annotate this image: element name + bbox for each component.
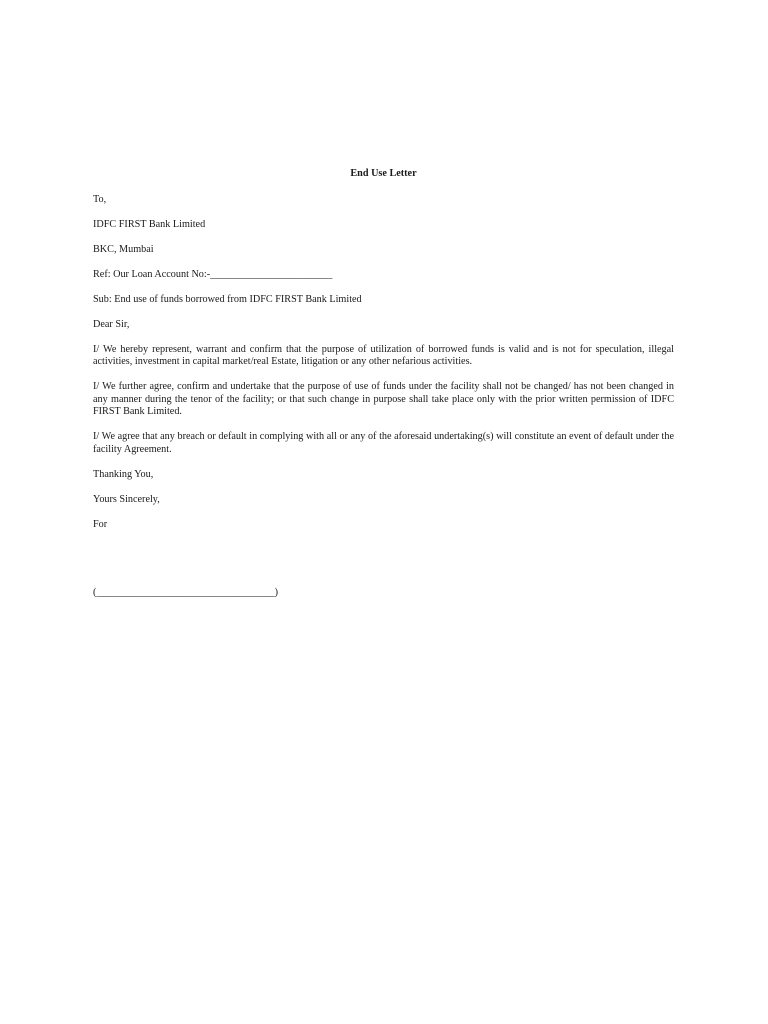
signature-space — [93, 544, 674, 587]
reference-line: Ref: Our Loan Account No:-________________________ — [93, 268, 333, 280]
bank-location: BKC, Mumbai — [93, 243, 154, 255]
paragraph-default: I/ We agree that any breach or default in complying with all or any of the aforesaid undertaking(s) will constitute an event of default under the facility Agreement. — [93, 431, 674, 455]
bank-name: IDFC FIRST Bank Limited — [93, 218, 206, 230]
paragraph-representation: I/ We hereby represent, warrant and confirm that the purpose of utilization of borrowed funds is valid and is not for speculation, illegal activities, investment in capital market/real Estate, litigation or any other nefarious activities. — [93, 343, 674, 368]
subject-line: Sub: End use of funds borrowed from IDFC FIRST Bank Limited — [93, 293, 362, 305]
addressee-to: To, — [93, 193, 107, 205]
letter-body — [93, 168, 674, 612]
signature-line: (___________________________________) — [93, 586, 279, 598]
closing-line: Yours Sincerely, — [93, 493, 160, 505]
paragraph-undertaking: I/ We further agree, confirm and undertake that the purpose of use of funds under the facility shall not be changed/ has not been changed in any manner during the tenor of the facility; or that such change in purpose shall take place only with the prior written permission of IDFC FIRST Bank Limited. — [93, 381, 674, 418]
salutation: Dear Sir, — [93, 318, 130, 330]
for-label: For — [93, 518, 108, 530]
letter-title: End Use Letter — [350, 168, 417, 179]
thanks-line: Thanking You, — [93, 468, 154, 480]
